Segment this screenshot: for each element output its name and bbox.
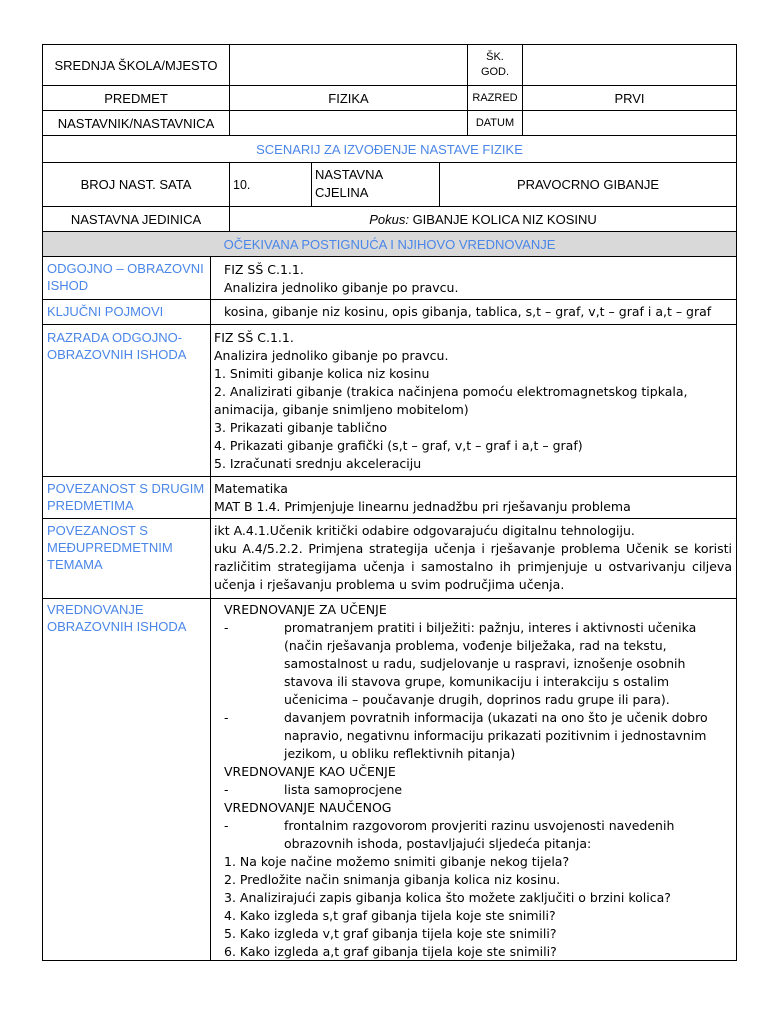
elaboration-label: RAZRADA ODGOJNO-OBRAZOVNIH ISHODA <box>47 330 187 362</box>
cross-topics-line: uku A.4/5.2.2. Primjena strategija učenja i rješavanje problema Učenik se koristi različitim strategijama učenja i samostalno ih primjenjuje u ostvarivanju ciljeva učenja i rješavanju problema u svim područjima učenja. <box>214 541 732 592</box>
for-learning-heading: VREDNOVANJE ZA UČENJE <box>224 602 387 617</box>
topic-prefix: Pokus: <box>369 211 409 227</box>
hours-label: BROJ NAST. SATA <box>80 177 192 192</box>
question-item: 4. Kako izgleda s,t graf gibanja tijela koje ste snimili? <box>224 908 556 923</box>
elaboration-line: 1. Snimiti gibanje kolica niz kosinu <box>214 366 430 381</box>
unit-label-line2: CJELINA <box>315 185 369 200</box>
elaboration-line: 5. Izračunati srednju akceleraciju <box>214 456 422 471</box>
outcome-label: ODGOJNO – OBRAZOVNI ISHOD <box>47 261 204 293</box>
topic-value: GIBANJE KOLICA NIZ KOSINU <box>408 211 597 227</box>
other-subjects-line: Matematika <box>214 481 288 496</box>
elaboration-line: 4. Prikazati gibanje grafički (s,t – graf, v,t – graf i a,t – graf) <box>214 438 583 453</box>
unit-value: PRAVOCRNO GIBANJE <box>516 177 660 192</box>
grade-value: PRVI <box>614 90 645 106</box>
topic-value-cell <box>230 207 736 231</box>
outcomes-title: OČEKIVANA POSTIGNUĆA I NJIHOVO VREDNOVANJE <box>223 236 556 252</box>
key-concepts-label: KLJUČNI POJMOVI <box>47 304 164 319</box>
question-item: 2. Predložite način snimanja gibanja kolica niz kosinu. <box>224 872 561 887</box>
bullet-dash: - <box>224 818 229 833</box>
topic-label: NASTAVNA JEDINICA <box>70 211 202 227</box>
of-learning-heading: VREDNOVANJE NAUČENOG <box>224 800 392 815</box>
date-label: DATUM <box>475 117 515 129</box>
evaluation-item-observation: promatranjem pratiti i bilježiti: pažnju, interes i aktivnosti učenika (način rješavanja problema, vođenje bilježaka, rad na tekstu, samostalnost u radu, sudjelovanje u raspravi, iznošenje osobnih stavova ili stavova grupe, komunikaciju i interakciju s ostalim učenicima – poučavanje drugih, doprinos radu grupe ili para). <box>284 620 697 707</box>
question-item: 5. Kako izgleda v,t graf gibanja tijela koje ste snimili? <box>224 926 557 941</box>
school-label: SREDNJA ŠKOLA/MJESTO <box>54 57 218 73</box>
elaboration-line: 2. Analizirati gibanje (trakica načinjena pomoću elektromagnetskog tipkala, animacija, gibanje snimljeno mobitelom) <box>214 384 688 417</box>
question-item: 1. Na koje načine možemo snimiti gibanje nekog tijela? <box>224 854 570 869</box>
evaluation-label: VREDNOVANJE OBRAZOVNIH ISHODA <box>47 602 187 634</box>
question-item: 6. Kako izgleda a,t graf gibanja tijela koje ste snimili? <box>224 944 557 959</box>
question-item: 3. Analizirajući zapis gibanja kolica što možete zaključiti o brzini kolica? <box>224 890 671 905</box>
school-value-field[interactable] <box>230 45 467 85</box>
cross-topics-label: POVEZANOST S MEĐUPREDMETNIM TEMAMA <box>47 523 173 572</box>
bullet-dash: - <box>224 782 229 797</box>
bullet-dash: - <box>224 620 229 635</box>
outcome-line-2: Analizira jednoliko gibanje po pravcu. <box>224 280 459 295</box>
elaboration-line: Analizira jednoliko gibanje po pravcu. <box>214 348 449 363</box>
evaluation-item-self-assessment: lista samoprocjene <box>284 782 403 797</box>
elaboration-line: 3. Prikazati gibanje tablično <box>214 420 388 435</box>
date-value-field[interactable] <box>523 111 736 135</box>
year-label-line1: ŠK. <box>486 51 504 63</box>
evaluation-item-feedback: davanjem povratnih informacija (ukazati na ono što je učenik dobro napravio, negativnu informaciju prikazati pozitivnim i jednostavnim jezikom, u obliku reflektivnih pitanja) <box>284 710 708 761</box>
teacher-label: NASTAVNIK/NASTAVNICA <box>57 115 215 131</box>
bullet-dash: - <box>224 710 229 725</box>
teacher-value-field[interactable] <box>230 111 467 135</box>
elaboration-line: FIZ SŠ C.1.1. <box>214 330 294 345</box>
grade-label: RAZRED <box>472 92 518 104</box>
year-value-field[interactable] <box>523 45 736 85</box>
other-subjects-line: MAT B 1.4. Primjenjuje linearnu jednadžbu pri rješavanju problema <box>214 499 631 514</box>
evaluation-item-frontal: frontalnim razgovorom provjeriti razinu usvojenosti navedenih obrazovnih ishoda, postavljajući sljedeća pitanja: <box>284 818 675 851</box>
year-label-line2: GOD. <box>480 66 510 78</box>
outcome-line-1: FIZ SŠ C.1.1. <box>224 262 304 277</box>
unit-label-line1: NASTAVNA <box>315 167 384 182</box>
as-learning-heading: VREDNOVANJE KAO UČENJE <box>224 764 396 779</box>
cross-topics-line: ikt A.4.1.Učenik kritički odabire odgovarajuću digitalnu tehnologiju. <box>214 523 635 538</box>
scenario-title: SCENARIJ ZA IZVOĐENJE NASTAVE FIZIKE <box>256 141 523 157</box>
hours-value: 10. <box>233 177 251 192</box>
subject-value: FIZIKA <box>328 90 369 106</box>
subject-label: PREDMET <box>104 90 168 106</box>
other-subjects-label: POVEZANOST S DRUGIM PREDMETIMA <box>47 481 205 513</box>
key-concepts-text: kosina, gibanje niz kosinu, opis gibanja, tablica, s,t – graf, v,t – graf i a,t – graf <box>224 304 712 319</box>
